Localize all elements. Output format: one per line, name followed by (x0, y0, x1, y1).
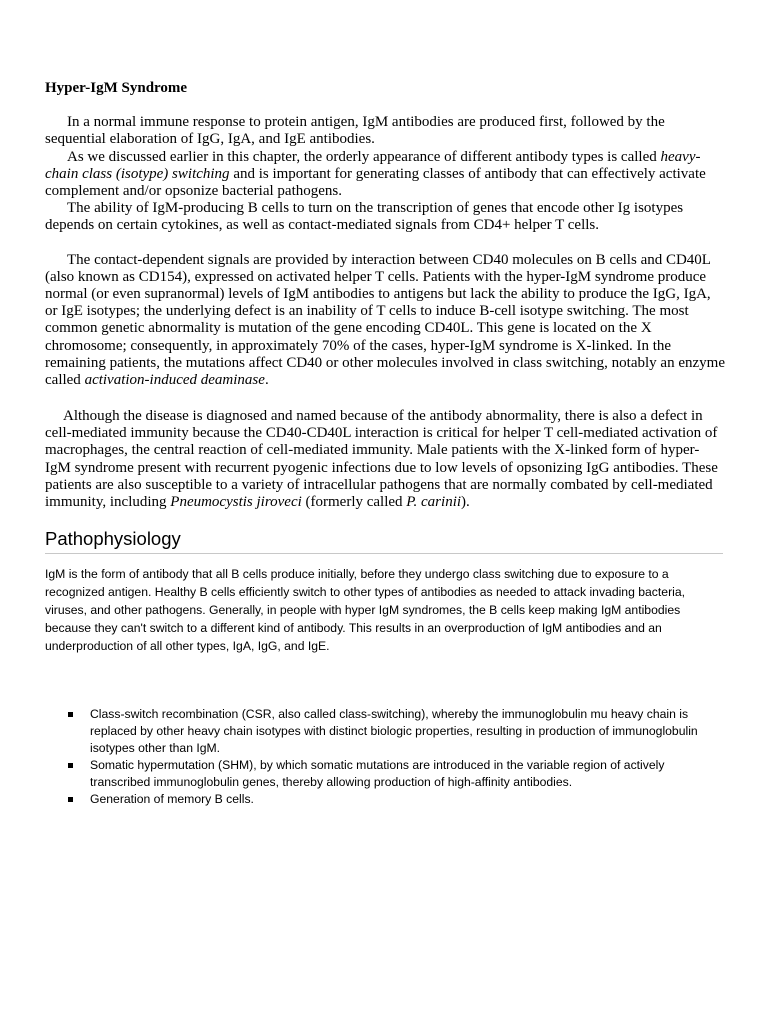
cell-mediated-text: Although the disease is diagnosed and named because of the antibody abnormality, there is also a defect in cell-mediated immunity because the CD40-CD40L interaction is critical for helper T cell-mediated activation of macrophages, the central reaction of cell-mediated immunity. Male patients with the X-linked form of hyper-IgM syndrome present with recurrent pyogenic infections due to low levels of opsonizing IgG antibodies. These patients are also susceptible to a variety of intracellular pathogens that are normally combated by cell-mediated immunity, including (45, 408, 718, 511)
contact-signals-end: . (264, 371, 269, 388)
intro-paragraph-2-text-b: and is important for generating classes of antibody that can effectively activate complement and/or opsonize bacterial pathogens. (45, 165, 706, 199)
intro-paragraph-3 (45, 200, 725, 234)
intro-paragraph-2 (45, 149, 725, 201)
intro-paragraph-1 (45, 114, 725, 148)
contact-signals-paragraph (45, 252, 725, 390)
carinii-term: P. carinii (406, 494, 462, 511)
list-item-text: Somatic hypermutation (SHM), by which somatic mutations are introduced in the variable region of actively transcribed immunoglobulin genes, thereby allowing production of high-affinity antibodies. (90, 758, 665, 789)
list-item-text: Generation of memory B cells. (90, 792, 254, 806)
isotype-switching-term: heavy-chain class (isotype) switching (45, 148, 701, 182)
cell-mediated-end: ). (461, 494, 470, 511)
cell-mediated-immunity-paragraph (45, 408, 725, 511)
contact-signals-text: The contact-dependent signals are provided by interaction between CD40 molecules on B cells and CD40L (also known as CD154), expressed on activated helper T cells. Patients with the hyper-IgM syndrome produce normal (or even supranormal) levels of IgM antibodies to antigens but lack the ability to produce the IgG, IgA, or IgE isotypes; the underlying defect is an inability of T cells to induce B-cell isotype switching. The most common genetic abnormality is mutation of the gene encoding CD40L. This gene is located on the X chromosome; consequently, in approximately 70% of the cases, hyper-IgM syndrome is X-linked. In the remaining patients, the mutations affect CD40 or other molecules involved in class switching, notably an enzyme called (45, 251, 725, 388)
cell-mediated-mid: (formerly called (301, 494, 407, 511)
bullet-icon (68, 763, 73, 768)
pathophysiology-paragraph (45, 565, 725, 655)
list-item (45, 706, 725, 757)
bullet-icon (68, 712, 73, 717)
list-item (45, 757, 725, 791)
pathophysiology-text: IgM is the form of antibody that all B cells produce initially, before they undergo class switching due to exposure to a recognized antigen. Healthy B cells efficiently switch to other types of antibodies as needed to attack invading bacteria, viruses, and other pathogens. Generally, in people with hyper IgM syndromes, the B cells keep making IgM antibodies because they can't switch to a different kind of antibody. This results in an overproduction of IgM antibodies and an underproduction of all other types, IgA, IgG, and IgE. (45, 567, 685, 653)
pneumocystis-term: Pneumocystis jiroveci (170, 494, 302, 511)
intro-paragraph-1-text: In a normal immune response to protein antigen, IgM antibodies are produced first, followed by the sequential elaboration of IgG, IgA, and IgE antibodies. (45, 114, 665, 148)
list-item-text: Class-switch recombination (CSR, also called class-switching), whereby the immunoglobulin mu heavy chain is replaced by other heavy chain isotypes with distinct biologic properties, resulting in production of immunoglobulin isotypes other than IgM. (90, 707, 698, 755)
intro-paragraph-2-text-a: As we discussed earlier in this chapter, the orderly appearance of different antibody types is called (67, 148, 661, 165)
document-title: Hyper-IgM Syndrome (45, 80, 188, 96)
bullet-icon (68, 797, 73, 802)
list-item (45, 791, 725, 808)
pathophysiology-heading: Pathophysiology (45, 528, 723, 554)
bullet-list (45, 706, 725, 808)
intro-paragraph-3-text: The ability of IgM-producing B cells to turn on the transcription of genes that encode other Ig isotypes depends on certain cytokines, as well as contact-mediated signals from CD4+ helper T cells. (45, 200, 684, 234)
activation-deaminase-term: activation-induced deaminase (84, 371, 265, 388)
